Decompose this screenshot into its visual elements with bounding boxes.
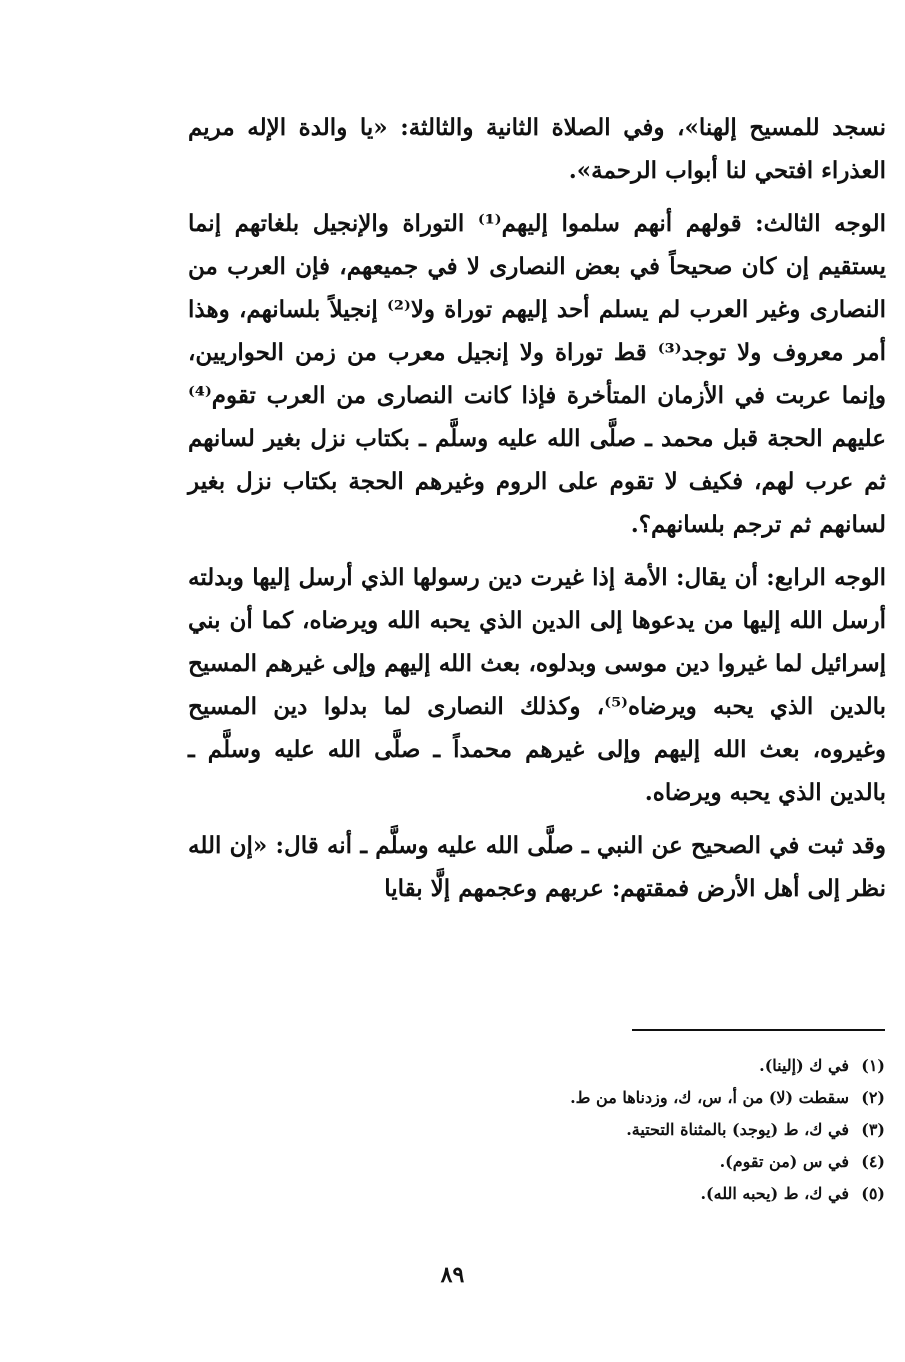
paragraph-3-text: أن يقال: الأمة إذا غيرت دين رسولها الذي أرسل إليها وبدلته أرسل الله إليها من يدعوها إلى الدين الذي يحبه الله ويرضاه، كما أن بني إسرائيل لما غيروا دين موسى وبدلوه، بعث الله إليهم وإلى غيرهم المسيح بالدين الذي يحبه ويرضاه⁽⁵⁾، وكذلك النصارى لما بدلوا دين المسيح وغيروه، بعث الله إليهم وإلى غيرهم محمداً ـ صلَّى الله عليه وسلَّم ـ بالدين الذي يحبه ويرضاه. bbox=[188, 564, 886, 806]
paragraph-1: نسجد للمسيح إلهنا»، وفي الصلاة الثانية والثالثة: «يا والدة الإله مريم العذراء افتحي لنا أبواب الرحمة». bbox=[188, 114, 886, 184]
footnote-3 bbox=[185, 1114, 885, 1146]
footnote-number: (١) bbox=[861, 1056, 885, 1075]
footnote-number: (٤) bbox=[861, 1152, 885, 1171]
footnote-2 bbox=[185, 1082, 885, 1114]
footnote-text: في ك (إلينا). bbox=[759, 1056, 849, 1075]
footnote-text: في ك، ط (يحبه الله). bbox=[700, 1184, 849, 1203]
paragraph-2-text: قولهم أنهم سلموا إليهم⁽¹⁾ التوراة والإنجيل بلغاتهم إنما يستقيم إن كان صحيحاً في بعض النصارى لا في جميعهم، فإن العرب من النصارى وغير العرب لم يسلم أحد إليهم توراة ولا⁽²⁾ إنجيلاً بلسانهم، وهذا أمر معروف ولا توجد⁽³⁾ قط توراة ولا إنجيل معرب من زمن الحواريين، وإنما عربت في الأزمان المتأخرة فإذا كانت النصارى من العرب تقوم⁽⁴⁾ عليهم الحجة قبل محمد ـ صلَّى الله عليه وسلَّم ـ بكتاب نزل بغير لسانهم ثم عرب لهم، فكيف لا تقوم على الروم وغيرهم الحجة بكتاب نزل بغير لسانهم ثم ترجم بلسانهم؟. bbox=[188, 210, 886, 538]
footnote-number: (٣) bbox=[861, 1120, 885, 1139]
footnote-1 bbox=[185, 1050, 885, 1082]
page-number: ٨٩ bbox=[440, 1262, 465, 1288]
footnote-4 bbox=[185, 1146, 885, 1178]
footnote-number: (٥) bbox=[861, 1184, 885, 1203]
paragraph-3 bbox=[188, 556, 886, 814]
footnote-text: سقطت (لا) من أ، س، ك، وزدناها من ط. bbox=[570, 1088, 849, 1107]
paragraph-4: وقد ثبت في الصحيح عن النبي ـ صلَّى الله عليه وسلَّم ـ أنه قال: «إن الله نظر إلى أهل الأرض فمقتهم: عربهم وعجمهم إلَّا بقايا bbox=[188, 832, 886, 902]
footnotes bbox=[185, 1050, 885, 1210]
footnote-text: في س (من تقوم). bbox=[719, 1152, 849, 1171]
footnote-5 bbox=[185, 1178, 885, 1210]
footnote-divider bbox=[632, 1029, 885, 1031]
main-text bbox=[188, 106, 886, 910]
paragraph-2-heading: الوجه الثالث: bbox=[755, 210, 886, 237]
paragraph-3-heading: الوجه الرابع: bbox=[766, 564, 886, 591]
footnote-number: (٢) bbox=[861, 1088, 885, 1107]
footnote-text: في ك، ط (يوجد) بالمثناة التحتية. bbox=[626, 1120, 849, 1139]
paragraph-2 bbox=[188, 202, 886, 546]
